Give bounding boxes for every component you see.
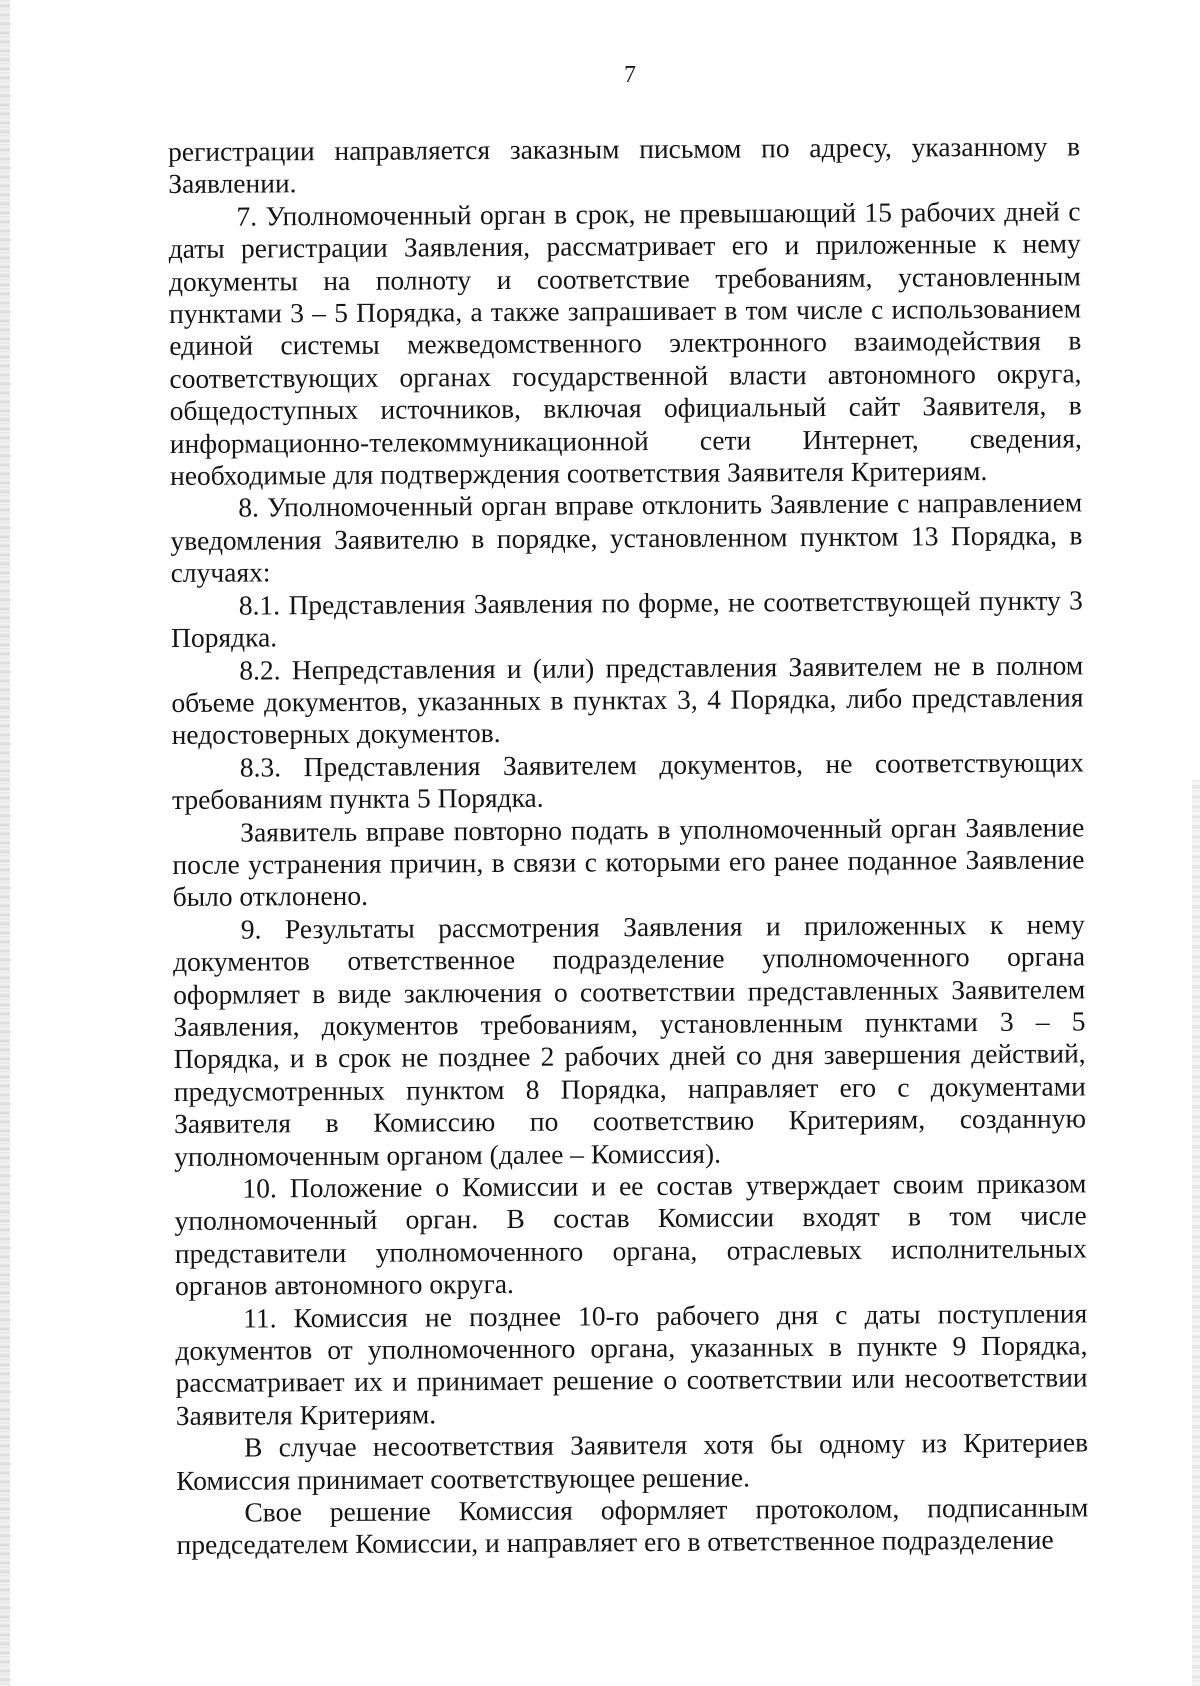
paragraph: 8.3. Представления Заявителем документов, не соответствующих требованиям пункта 5 Порядка.: [171, 746, 1084, 816]
paragraph: 11. Комиссия не позднее 10-го рабочего дня с даты поступления документов от уполномоченного органа, указанных в пункте 9 Порядка, рассматривает их и принимает решение о соответствии или несоответствии Заявителя Критериям.: [175, 1297, 1088, 1431]
paragraph: 8.2. Непредставления и (или) представления Заявителем не в полном объеме документов, указанных в пунктах 3, 4 Порядка, либо представления недостоверных документов.: [171, 648, 1084, 751]
paragraph: 7. Уполномоченный орган в срок, не превышающий 15 рабочих дней с даты регистрации Заявления, рассматривает его и приложенные к нему документы на полноту и соответствие требованиям, установленным пунктами 3 – 5 Порядка, а также запрашивает в том числе с использованием единой системы межведомственного электронного взаимодействия в соответствующих органах государственной власти автономного округа, общедоступных источников, включая официальный сайт Заявителя, в информационно-телекоммуникационной сети Интернет, сведения, необходимые для подтверждения соответствия Заявителя Критериям.: [168, 195, 1082, 492]
page-number: 7: [624, 62, 636, 88]
document-body: [168, 130, 1089, 1561]
paragraph: 9. Результаты рассмотрения Заявления и приложенных к нему документов ответственное подразделение уполномоченного органа оформляет в виде заключения о соответствии представленных Заявителем Заявления, документов требованиям, установленным пунктами 3 – 5 Порядка, и в срок не позднее 2 рабочих дней со дня завершения действий, предусмотренных пунктом 8 Порядка, направляет его с документами Заявителя в Комиссию по соответствию Критериям, созданную уполномоченным органом (далее – Комиссия).: [172, 908, 1087, 1172]
paragraph: 8.1. Представления Заявления по форме, не соответствующей пункту 3 Порядка.: [170, 584, 1083, 654]
paragraph: Свое решение Комиссия оформляет протоколом, подписанным председателем Комиссии, и направляет его в ответственное подразделение: [176, 1491, 1089, 1561]
scan-edge-right: [1192, 780, 1200, 1686]
scan-edge-left: [0, 0, 10, 1686]
paragraph: 10. Положение о Комиссии и ее состав утверждает своим приказом уполномоченный орган. В состав Комиссии входят в том числе представители уполномоченного органа, отраслевых исполнительных органов автономного округа.: [174, 1167, 1087, 1302]
paragraph: 8. Уполномоченный орган вправе отклонить Заявление с направлением уведомления Заявителю в порядке, установленном пунктом 13 Порядка, в случаях:: [170, 486, 1083, 589]
paragraph: В случае несоответствия Заявителя хотя бы одному из Критериев Комиссия принимает соответствующее решение.: [176, 1426, 1089, 1496]
paragraph: регистрации направляется заказным письмом по адресу, указанному в Заявлении.: [168, 130, 1081, 200]
paragraph: Заявитель вправе повторно подать в уполномоченный орган Заявление после устранения причин, в связи с которыми его ранее поданное Заявление было отклонено.: [172, 810, 1085, 913]
